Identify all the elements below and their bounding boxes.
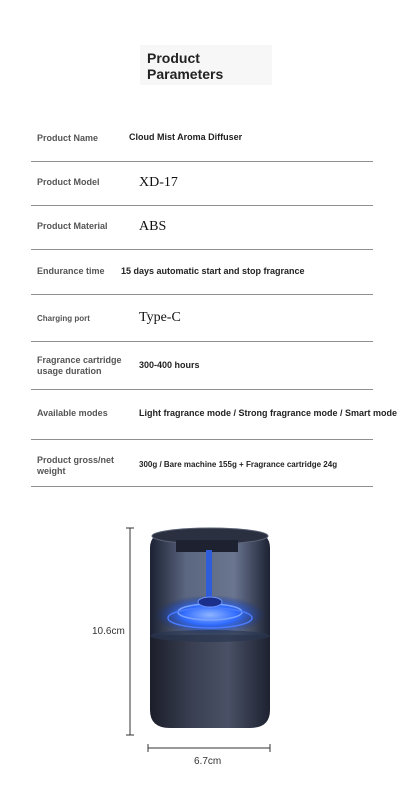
width-dimension-label: 6.7cm <box>194 756 222 767</box>
spec-label: Fragrance cartridge usage duration <box>37 355 122 376</box>
spec-row-product-model <box>31 162 373 206</box>
spec-value: Type-C <box>139 310 181 325</box>
height-dimension-label: 10.6cm <box>92 626 125 637</box>
spec-label: Available modes <box>37 408 108 418</box>
page-title: Product Parameters <box>147 50 224 82</box>
product-illustration <box>80 520 340 770</box>
spec-label: Product Material <box>37 221 108 231</box>
spec-value: 300g / Bare machine 155g + Fragrance cartridge 24g <box>139 460 338 469</box>
spec-label: Endurance time <box>37 266 105 276</box>
spec-row-weight <box>31 440 373 487</box>
spec-row-available-modes <box>31 390 398 440</box>
spec-row-cartridge-duration <box>31 342 373 390</box>
spec-row-product-name <box>31 115 373 162</box>
spec-label: Product gross/net weight <box>37 455 115 476</box>
spec-row-endurance-time <box>31 250 373 295</box>
spec-value: 15 days automatic start and stop fragrance <box>121 266 305 276</box>
spec-label: Product Name <box>37 133 99 143</box>
device-base <box>150 635 270 728</box>
spec-row-charging-port <box>31 295 373 342</box>
spec-value: Cloud Mist Aroma Diffuser <box>129 132 243 142</box>
spec-value: ABS <box>139 219 167 234</box>
spec-value: Light fragrance mode / Strong fragrance mode / Smart mode <box>139 408 398 418</box>
spec-label: Product Model <box>37 177 100 187</box>
spec-value: XD-17 <box>139 175 178 190</box>
spec-value: 300-400 hours <box>139 360 200 370</box>
spec-label: Charging port <box>37 314 90 323</box>
spec-row-product-material <box>31 206 373 250</box>
